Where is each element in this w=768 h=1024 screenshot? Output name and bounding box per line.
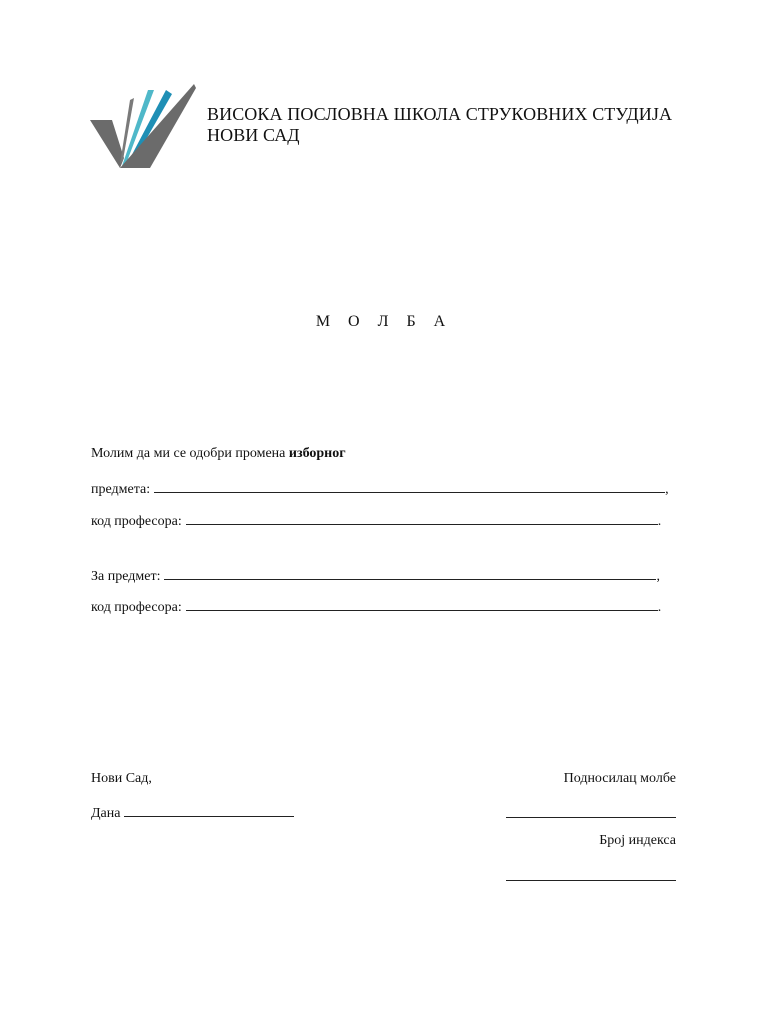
professor-fill-line-2[interactable] xyxy=(186,596,658,611)
professor-label-2: код професора: xyxy=(91,600,182,615)
index-number-line[interactable] xyxy=(506,879,676,881)
school-name-line-2: НОВИ САД xyxy=(207,125,300,145)
professor-row-1 xyxy=(91,510,661,530)
intro-text-bold: изборног xyxy=(288,446,346,461)
applicant-signature-line[interactable] xyxy=(506,816,676,818)
subject-end-punct: , xyxy=(665,482,669,497)
subject-row xyxy=(91,478,669,498)
city-label: Нови Сад, xyxy=(91,771,152,786)
intro-text-regular: Молим да ми се одобри промена xyxy=(91,446,289,461)
school-logo-icon xyxy=(90,84,196,170)
new-subject-end-punct: , xyxy=(656,569,660,584)
subject-fill-line[interactable] xyxy=(154,478,665,493)
subject-label: предмета: xyxy=(91,482,151,497)
school-name xyxy=(207,104,707,146)
new-subject-fill-line[interactable] xyxy=(164,565,656,580)
new-subject-label: За предмет: xyxy=(91,569,161,584)
index-label: Број индекса xyxy=(599,833,676,848)
applicant-label: Подносилац молбе xyxy=(563,771,676,786)
professor-fill-line-1[interactable] xyxy=(186,510,658,525)
date-fill-line[interactable] xyxy=(124,802,294,817)
school-name-line-1: ВИСОКА ПОСЛОВНА ШКОЛА СТРУКОВНИХ СТУДИЈА xyxy=(207,104,673,124)
intro-text xyxy=(91,446,346,462)
date-label: Дана xyxy=(91,806,121,821)
new-subject-row xyxy=(91,565,660,585)
date-row xyxy=(91,802,294,822)
professor-end-punct-1: . xyxy=(657,514,662,529)
professor-row-2 xyxy=(91,596,661,616)
professor-end-punct-2: . xyxy=(657,600,662,615)
document-title: М О Л Б А xyxy=(315,313,453,330)
professor-label-1: код професора: xyxy=(91,514,182,529)
